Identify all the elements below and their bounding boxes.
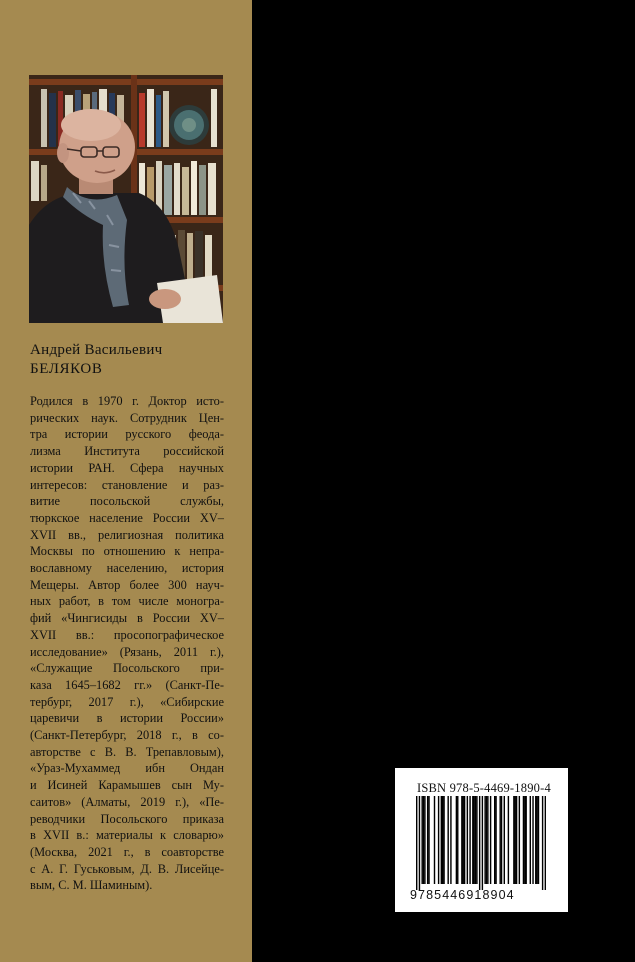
barcode-bar <box>475 796 476 884</box>
bio-line: XVII вв.: просопографическое <box>30 627 224 642</box>
barcode-bar <box>463 796 464 884</box>
barcode-bar <box>469 796 470 884</box>
barcode-bar <box>442 796 443 884</box>
barcode-bar <box>427 796 428 884</box>
barcode-bar <box>472 796 473 884</box>
barcode-bar <box>419 796 420 890</box>
barcode-bar <box>538 796 539 884</box>
bio-line: тра истории русского феода- <box>30 427 224 442</box>
bio-line: царевичи в истории России» <box>30 711 224 726</box>
barcode-bar <box>482 796 483 890</box>
barcode-bar <box>428 796 429 884</box>
barcode-bars <box>416 796 546 890</box>
isbn-label: ISBN 978-5-4469-1890-4 <box>417 781 551 795</box>
barcode-bar <box>450 796 451 884</box>
isbn-barcode-block <box>395 768 568 912</box>
bio-line: истории РАН. Сфера научных <box>30 460 224 475</box>
barcode-bar <box>467 796 468 884</box>
barcode-bar <box>501 796 502 884</box>
barcode-bar <box>441 796 442 884</box>
barcode-bar <box>513 796 514 884</box>
barcode-bar <box>479 796 480 890</box>
bio-line: лизма Института российской <box>30 444 224 459</box>
barcode-bar <box>516 796 517 884</box>
bio-line: и Исиней Карамышев сын Му- <box>30 778 224 793</box>
author-first-names: Андрей Васильевич <box>30 342 163 358</box>
bio-line: интересов: становление и раз- <box>30 477 224 492</box>
barcode-bar <box>490 796 491 884</box>
barcode-bar <box>457 796 458 884</box>
barcode-bar <box>447 796 448 884</box>
bio-line: Мещеры. Автор более 300 науч- <box>30 577 224 592</box>
barcode-bar <box>423 796 424 884</box>
barcode-bar <box>495 796 496 884</box>
bio-line: вым, С. М. Шаминым). <box>30 878 153 893</box>
bio-line: фий «Чингисиды в России XV– <box>30 611 224 626</box>
bio-line: витие посольской службы, <box>30 494 224 509</box>
barcode-bar <box>508 796 509 884</box>
bio-line: «Служащие Посольского при- <box>30 661 224 676</box>
back-cover-spine-panel <box>0 0 252 962</box>
barcode-bar <box>484 796 485 884</box>
barcode-bar <box>545 796 546 890</box>
bio-line: ных работ, в том числе моногра- <box>30 594 224 609</box>
barcode-bar <box>416 796 417 890</box>
barcode-bar <box>532 796 533 884</box>
author-surname: БЕЛЯКОВ <box>30 361 103 377</box>
barcode-bar <box>464 796 465 884</box>
barcode-bar <box>487 796 488 884</box>
barcode-bar <box>438 796 439 884</box>
barcode-bar <box>424 796 425 884</box>
author-biography <box>30 393 224 894</box>
bio-line: XVII вв., религиозная политика <box>30 527 224 542</box>
barcode-bar <box>461 796 462 884</box>
author-photo-image <box>29 75 223 323</box>
barcode-bar <box>530 796 531 884</box>
barcode-bar <box>486 796 487 884</box>
barcode-bar <box>476 796 477 884</box>
bio-line: Родился в 1970 г. Доктор исто- <box>30 394 224 408</box>
bio-line: саитов» (Алматы, 2019 г.), «Пе- <box>30 794 224 809</box>
bio-line: с А. Г. Гуськовым, Д. В. Лисейце- <box>30 861 224 876</box>
bio-line: каза 1645–1682 гг.» (Санкт-Пе- <box>30 677 224 692</box>
bio-line: (Санкт-Петербург, 2018 г., в со- <box>30 728 224 743</box>
barcode-digits: 9785446918904 <box>410 888 515 902</box>
bio-line: в XVII в.: материалы к словарю» <box>30 828 224 843</box>
barcode-bar <box>499 796 500 884</box>
bio-line: исследование» (Рязань, 2011 г.), <box>30 644 224 659</box>
barcode-bar <box>434 796 435 884</box>
bio-line: вославному населению, история <box>30 561 224 576</box>
barcode-bar <box>515 796 516 884</box>
bio-line: рических наук. Сотрудник Цен- <box>30 410 224 425</box>
bio-line: «Ураз-Мухаммед ибн Ондан <box>30 761 224 776</box>
barcode-bar <box>456 796 457 884</box>
barcode-bar <box>421 796 422 884</box>
barcode-bar <box>542 796 543 890</box>
bio-line: (Москва, 2021 г., в соавторстве <box>30 844 224 859</box>
bio-line: тербург, 2017 г.), «Сибирские <box>30 694 224 709</box>
bio-line: тюркское население России XV– <box>30 510 224 525</box>
barcode-bar <box>523 796 524 884</box>
barcode-bar <box>536 796 537 884</box>
barcode-bar <box>524 796 525 884</box>
bio-line: Москвы по отношению к непра- <box>30 544 224 559</box>
bio-line: реводчики Посольского приказа <box>30 811 224 826</box>
bio-line: авторстве с В. В. Трепавловым), <box>30 744 224 759</box>
barcode-bar <box>525 796 526 884</box>
barcode-bar <box>519 796 520 884</box>
barcode-bar <box>443 796 444 884</box>
barcode-bar <box>473 796 474 884</box>
barcode-bar <box>494 796 495 884</box>
barcode-bar <box>504 796 505 884</box>
author-photo <box>29 75 223 323</box>
barcode-bar <box>535 796 536 884</box>
